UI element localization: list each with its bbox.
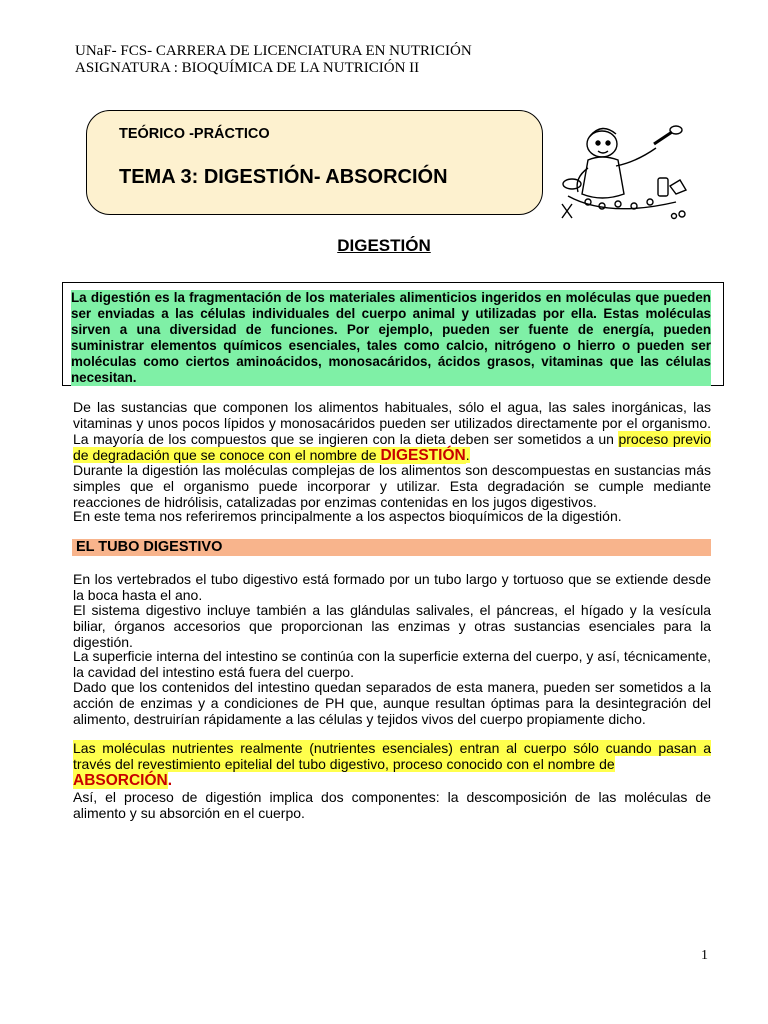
tube-paragraph-1: En los vertebrados el tubo digestivo está formado por un tubo largo y tortuoso que se extiende desde la boca hasta el ano.	[73, 571, 711, 603]
topic-title: TEMA 3: DIGESTIÓN- ABSORCIÓN	[119, 166, 448, 188]
topic-subtitle: TEÓRICO -PRÁCTICO	[119, 126, 270, 142]
paragraph-substances-text: De las sustancias que componen los alimentos habituales, sólo el agua, las sales inorgánicas, las vitaminas y unos pocos lípidos y monosacáridos pueden ser utilizados directamente por el organismo. La mayoría de los compuestos que se ingieren con la dieta deben ser sometidos a un	[73, 399, 711, 447]
tube-paragraph-4: Dado que los contenidos del intestino quedan separados de esta manera, pueden ser sometidos a la acción de enzimas y a condiciones de PH que, aunque resultan óptimas para la desintegración del alimento, destruirían rápidamente a las células y tejidos vivos del cuerpo propiamente dicho.	[73, 679, 711, 727]
tube-paragraph-3: La superficie interna del intestino se continúa con la superficie externa del cuerpo, y así, técnicamente, la cavidad del intestino está fuera del cuerpo.	[73, 648, 711, 680]
paragraph-scope: En este tema nos referiremos principalmente a los aspectos bioquímicos de la digestión.	[73, 508, 622, 524]
subsection-heading-tube: EL TUBO DIGESTIVO	[72, 539, 711, 556]
absorption-paragraph	[73, 740, 711, 821]
absorption-highlight: Las moléculas nutrientes realmente (nutrientes esenciales) entran al cuerpo sólo cuando pasan a través del revestimiento epitelial del tubo digestivo, proceso conocido con el nombre de	[73, 740, 711, 772]
absorption-follow-text: Así, el proceso de digestión implica dos componentes: la descomposición de las moléculas de alimento y su absorción en el cuerpo.	[73, 789, 711, 821]
paragraph-hydrolysis: Durante la digestión las moléculas complejas de los alimentos son descompuestas en sustancias más simples que el organismo puede incorporar y utilizar. Esta degradación se cumple mediante reacciones de hidrólisis, catalizadas por enzimas contenidas en los jugos digestivos.	[73, 462, 711, 510]
term-digestion-period: .	[465, 447, 470, 463]
term-digestion: DIGESTIÓN	[380, 447, 466, 464]
header-line-1: UNaF- FCS- CARRERA DE LICENCIATURA EN NUTRICIÓN	[75, 43, 472, 59]
paragraph-substances	[73, 399, 711, 464]
header-line-2: ASIGNATURA : BIOQUÍMICA DE LA NUTRICIÓN II	[75, 60, 420, 76]
section-title-digestion: DIGESTIÓN	[337, 236, 431, 255]
term-absorption-period: .	[167, 772, 173, 789]
definition-text: La digestión es la fragmentación de los materiales alimenticios ingeridos en moléculas que pueden ser enviadas a las células individuales del cuerpo animal y utilizadas por ella. Estas moléculas sirven a una diversidad de funciones. Por ejemplo, pueden ser fuente de energía, pueden suministrar elementos químicos esenciales, tales como calcio, nitrógeno o hierro o pueden ser moléculas como ciertos aminoácidos, monosacáridos, ácidos grasos, vitaminas que las células necesitan.	[71, 290, 711, 385]
term-absorption: ABSORCIÓN	[73, 772, 168, 789]
page-number: 1	[701, 948, 708, 963]
definition-box	[62, 282, 724, 386]
tube-paragraph-2: El sistema digestivo incluye también a las glándulas salivales, el páncreas, el hígado y la vesícula biliar, órganos accesorios que proporcionan las enzimas y otras sustancias esenciales para la digestión.	[73, 602, 711, 650]
highlight-degradation: proceso previo de degradación que se conoce con el nombre de	[73, 431, 711, 463]
topic-box	[86, 110, 543, 215]
cook-illustration	[558, 122, 690, 222]
